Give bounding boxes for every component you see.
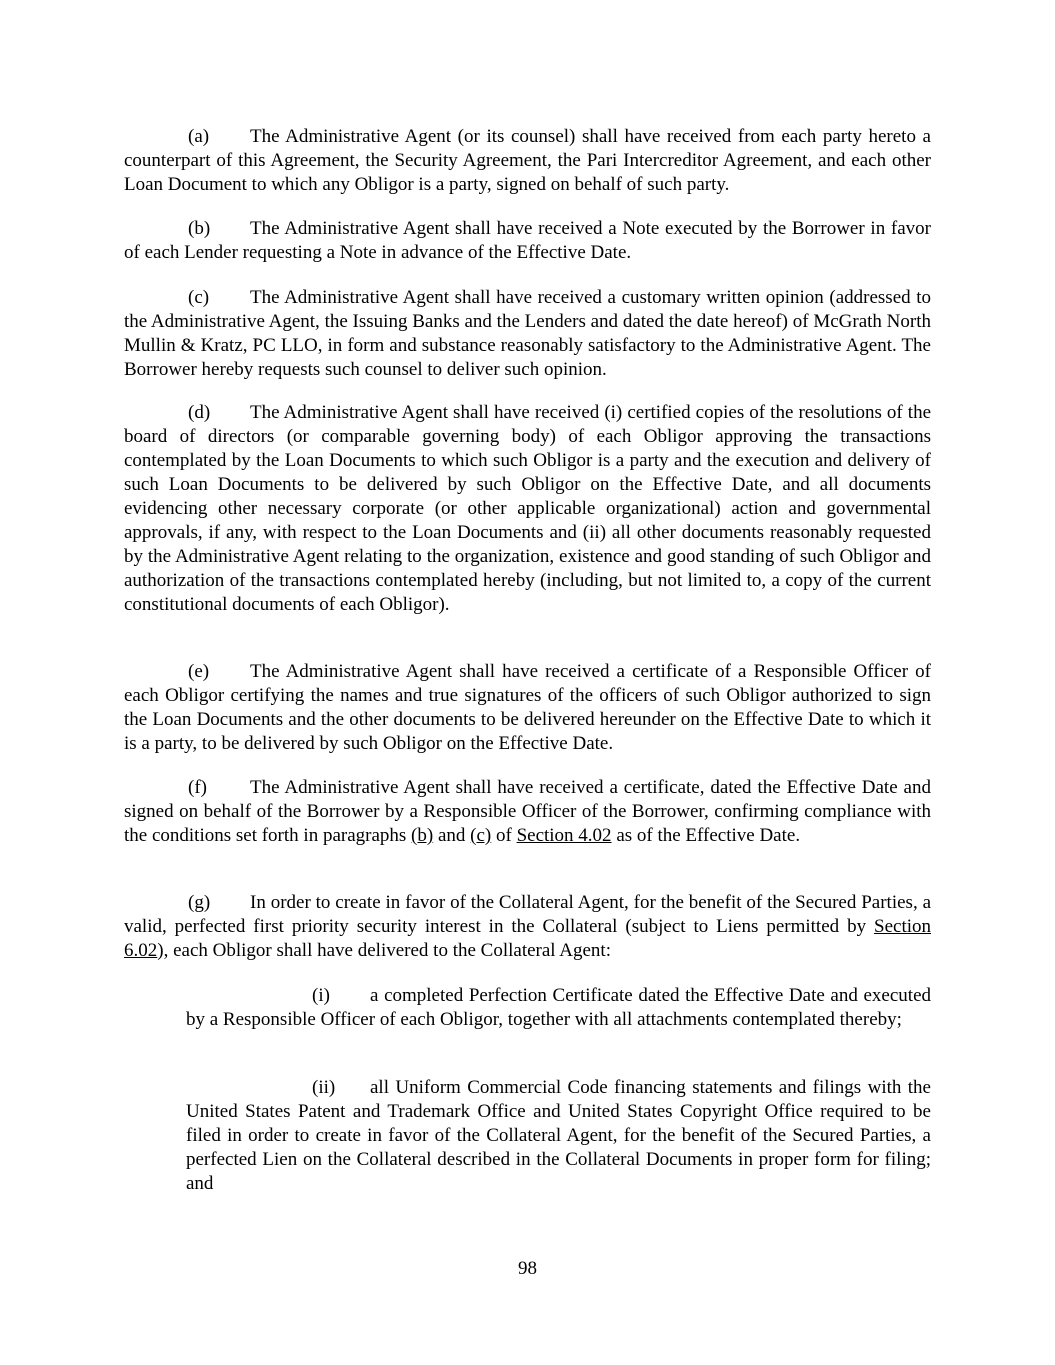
paragraph-label: (e) bbox=[188, 661, 210, 682]
paragraph-b-reference-link[interactable]: (b) bbox=[411, 825, 434, 846]
paragraph-e bbox=[124, 660, 931, 756]
paragraph-g bbox=[124, 891, 931, 963]
paragraph-label: (c) bbox=[188, 287, 210, 308]
subparagraph-label: (i) bbox=[312, 985, 330, 1006]
page-number: 98 bbox=[518, 1258, 537, 1279]
paragraph-text: The Administrative Agent shall have received a certificate of a Responsible Officer of each Obligor certifying the names and true signatures of the officers of such Obligor authorized to sign the Loan Documents and the other documents to be delivered hereunder on the Effective Date to which it is a party, to be delivered by such Obligor on the Effective Date. bbox=[124, 661, 931, 754]
paragraph-text: ), each Obligor shall have delivered to the Collateral Agent: bbox=[157, 940, 611, 961]
paragraph-label: (g) bbox=[188, 892, 211, 913]
section-4-02-reference-link[interactable]: Section 4.02 bbox=[516, 825, 612, 846]
paragraph-label: (a) bbox=[188, 126, 210, 147]
paragraph-c bbox=[124, 286, 931, 382]
paragraph-text: The Administrative Agent shall have received a certificate, dated the Effective Date and signed on behalf of the Borrower by a Responsible Officer of the Borrower, confirming compliance with the conditions set forth in paragraphs bbox=[124, 777, 931, 846]
subparagraph-g-ii bbox=[186, 1076, 931, 1196]
subparagraph-g-i bbox=[186, 984, 931, 1032]
subparagraph-text: all Uniform Commercial Code financing statements and filings with the United States Patent and Trademark Office and United States Copyright Office required to be filed in order to create in favor of the Collateral Agent, for the benefit of the Secured Parties, a perfected Lien on the Collateral described in the Collateral Documents in proper form for filing; and bbox=[186, 1077, 931, 1194]
paragraph-text: and bbox=[437, 825, 466, 846]
paragraph-text: In order to create in favor of the Collateral Agent, for the benefit of the Secured Parties, a valid, perfected first priority security interest in the Collateral (subject to Liens permitted by bbox=[124, 892, 931, 937]
paragraph-text: The Administrative Agent shall have received a customary written opinion (addressed to the Administrative Agent, the Issuing Banks and the Lenders and dated the date hereof) of McGrath North Mullin & Kratz, PC LLO, in form and substance reasonably satisfactory to the Administrative Agent. The Borrower hereby requests such counsel to deliver such opinion. bbox=[124, 287, 931, 380]
section-6-02-reference-link[interactable]: Section 6.02 bbox=[124, 916, 932, 961]
paragraph-d bbox=[124, 401, 931, 617]
paragraph-text: The Administrative Agent (or its counsel) shall have received from each party hereto a counterpart of this Agreement, the Security Agreement, the Pari Intercreditor Agreement, and each other Loan Document to which any Obligor is a party, signed on behalf of such party. bbox=[124, 126, 931, 195]
paragraph-label: (b) bbox=[188, 218, 211, 239]
paragraph-label: (d) bbox=[188, 402, 211, 423]
subparagraph-label: (ii) bbox=[312, 1077, 336, 1098]
subparagraph-text: a completed Perfection Certificate dated the Effective Date and executed by a Responsible Officer of each Obligor, together with all attachments contemplated thereby; bbox=[186, 985, 931, 1030]
paragraph-f bbox=[124, 776, 931, 848]
paragraph-c-reference-link[interactable]: (c) bbox=[470, 825, 492, 846]
paragraph-b bbox=[124, 217, 931, 265]
paragraph-label: (f) bbox=[188, 777, 207, 798]
paragraph-text: The Administrative Agent shall have received (i) certified copies of the resolutions of the board of directors (or comparable governing body) of each Obligor approving the transactions contemplated by the Loan Documents to which such Obligor is a party and the execution and delivery of such Loan Documents to be delivered by such Obligor on the Effective Date, and all documents evidencing other necessary corporate (or other applicable organizational) action and governmental approvals, if any, with respect to the Loan Documents and (ii) all other documents reasonably requested by the Administrative Agent relating to the organization, existence and good standing of such Obligor and authorization of the transactions contemplated hereby (including, but not limited to, a copy of the current constitutional documents of each Obligor). bbox=[124, 402, 931, 615]
paragraph-text: of bbox=[495, 825, 512, 846]
paragraph-a bbox=[124, 125, 931, 197]
paragraph-text: The Administrative Agent shall have received a Note executed by the Borrower in favor of each Lender requesting a Note in advance of the Effective Date. bbox=[124, 218, 931, 263]
paragraph-text: as of the Effective Date. bbox=[616, 825, 801, 846]
